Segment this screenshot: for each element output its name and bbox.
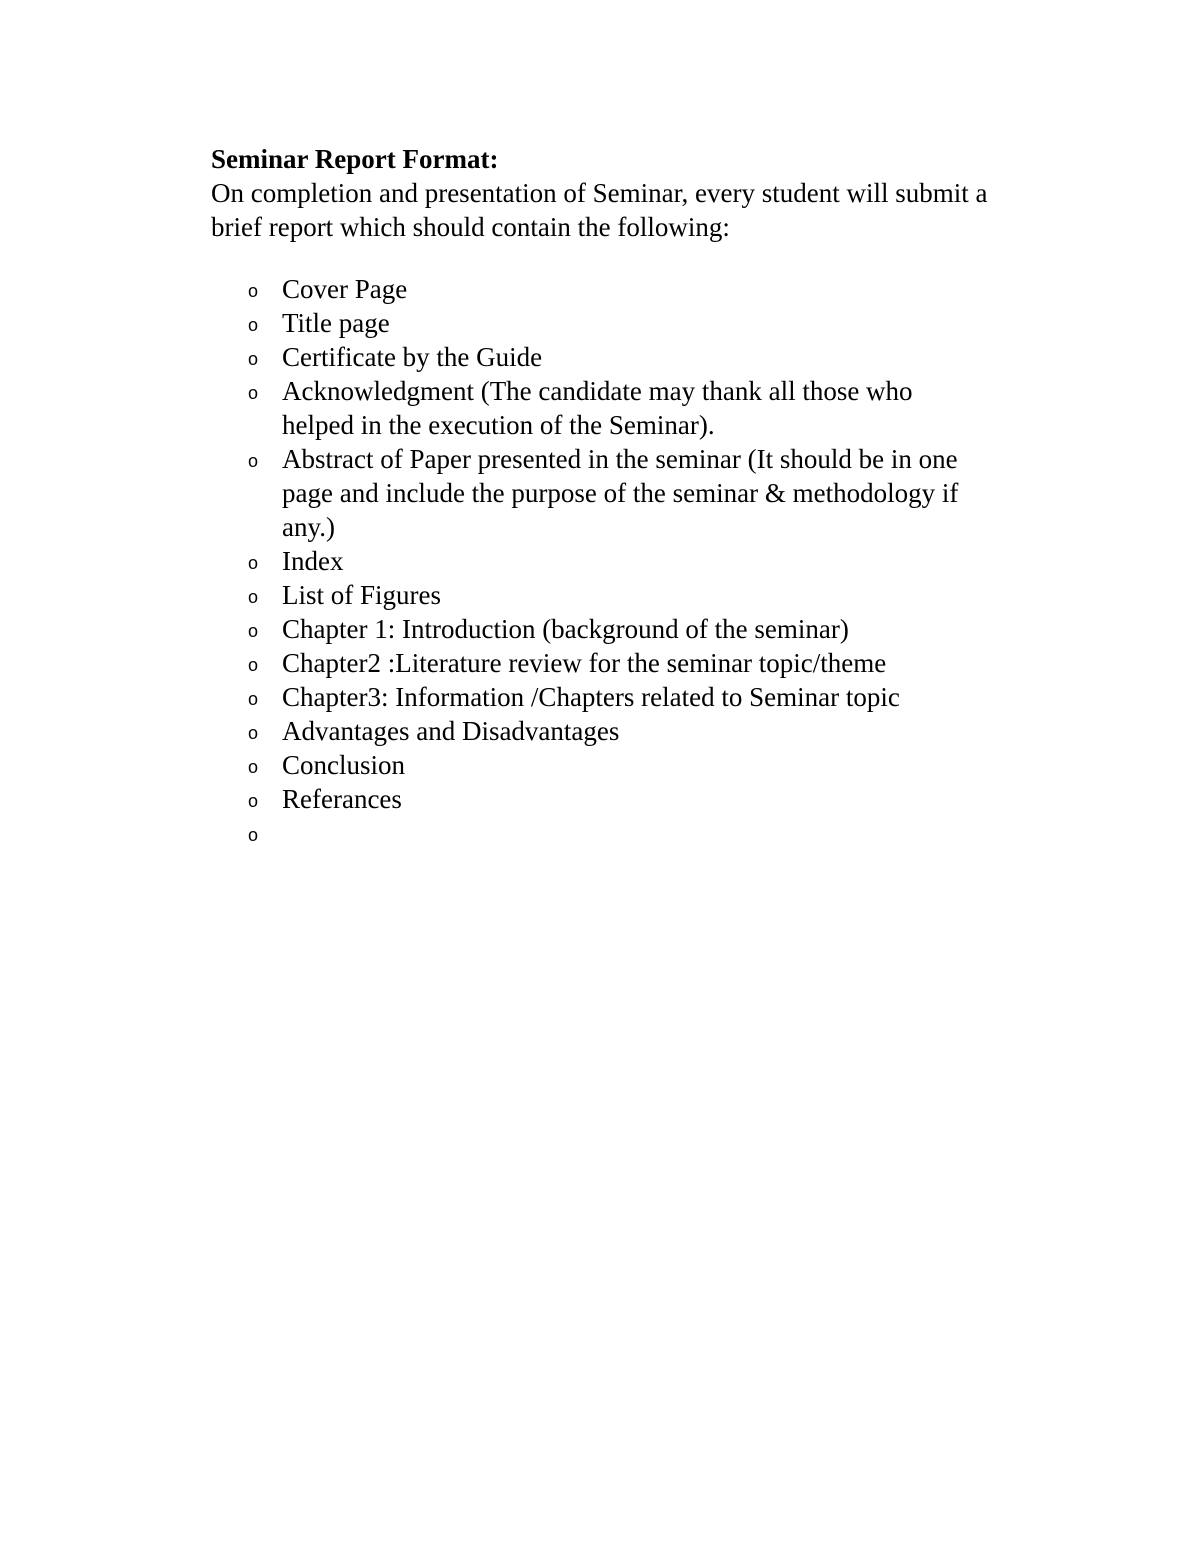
list-item-text: Chapter3: Information /Chapters related to Seminar topic [282, 682, 900, 712]
list-item [211, 646, 1091, 680]
list-item-text: Referances [282, 784, 402, 814]
bullet-circle-icon: o [248, 349, 259, 369]
list-item-text: Abstract of Paper presented in the seminar (It should be in one [282, 444, 958, 474]
list-item-text [282, 816, 1091, 850]
list-item [211, 442, 1091, 544]
list-item-text: helped in the execution of the Seminar). [282, 410, 715, 440]
list-item [211, 680, 1091, 714]
list-item [211, 340, 1091, 374]
list-item [211, 578, 1091, 612]
list-item-text: Cover Page [282, 274, 408, 304]
bullet-circle-icon: o [248, 621, 259, 641]
bullet-circle-icon: o [248, 757, 259, 777]
bullet-circle-icon: o [248, 825, 259, 845]
list-item-text: Index [282, 546, 344, 576]
list-item [211, 714, 1091, 748]
intro-line: brief report which should contain the following: [211, 212, 730, 242]
list-item-text: page and include the purpose of the seminar & methodology if [282, 478, 959, 508]
list-item-text: Advantages and Disadvantages [282, 716, 620, 746]
bullet-circle-icon: o [248, 553, 259, 573]
bullet-circle-icon: o [248, 655, 259, 675]
list-item [211, 816, 1091, 850]
bullet-circle-icon: o [248, 723, 259, 743]
list-item [211, 782, 1091, 816]
bullet-circle-icon: o [248, 689, 259, 709]
list-item-text: Conclusion [282, 750, 406, 780]
bullet-circle-icon: o [248, 315, 259, 335]
bullet-circle-icon: o [248, 383, 259, 403]
list-item [211, 748, 1091, 782]
list-item-text: Title page [282, 308, 390, 338]
list-item-text: any.) [282, 512, 335, 542]
list-item-text: Chapter 1: Introduction (background of the seminar) [282, 614, 849, 644]
list-item [211, 272, 1091, 306]
document-heading: Seminar Report Format: [211, 144, 499, 174]
intro-paragraph [211, 176, 1091, 244]
list-item-text: Chapter2 :Literature review for the seminar topic/theme [282, 648, 887, 678]
list-item-text: Acknowledgment (The candidate may thank all those who [282, 376, 913, 406]
list-item [211, 306, 1091, 340]
bullet-circle-icon: o [248, 281, 259, 301]
list-item [211, 544, 1091, 578]
list-item-text: List of Figures [282, 580, 441, 610]
bullet-circle-icon: o [248, 791, 259, 811]
document-content [211, 142, 1091, 845]
bullet-circle-icon: o [248, 587, 259, 607]
contents-list [211, 272, 1091, 850]
bullet-circle-icon: o [248, 451, 259, 471]
list-item-text: Certificate by the Guide [282, 342, 543, 372]
list-item [211, 612, 1091, 646]
list-item [211, 374, 1091, 442]
intro-line: On completion and presentation of Seminar, every student will submit a [211, 178, 988, 208]
